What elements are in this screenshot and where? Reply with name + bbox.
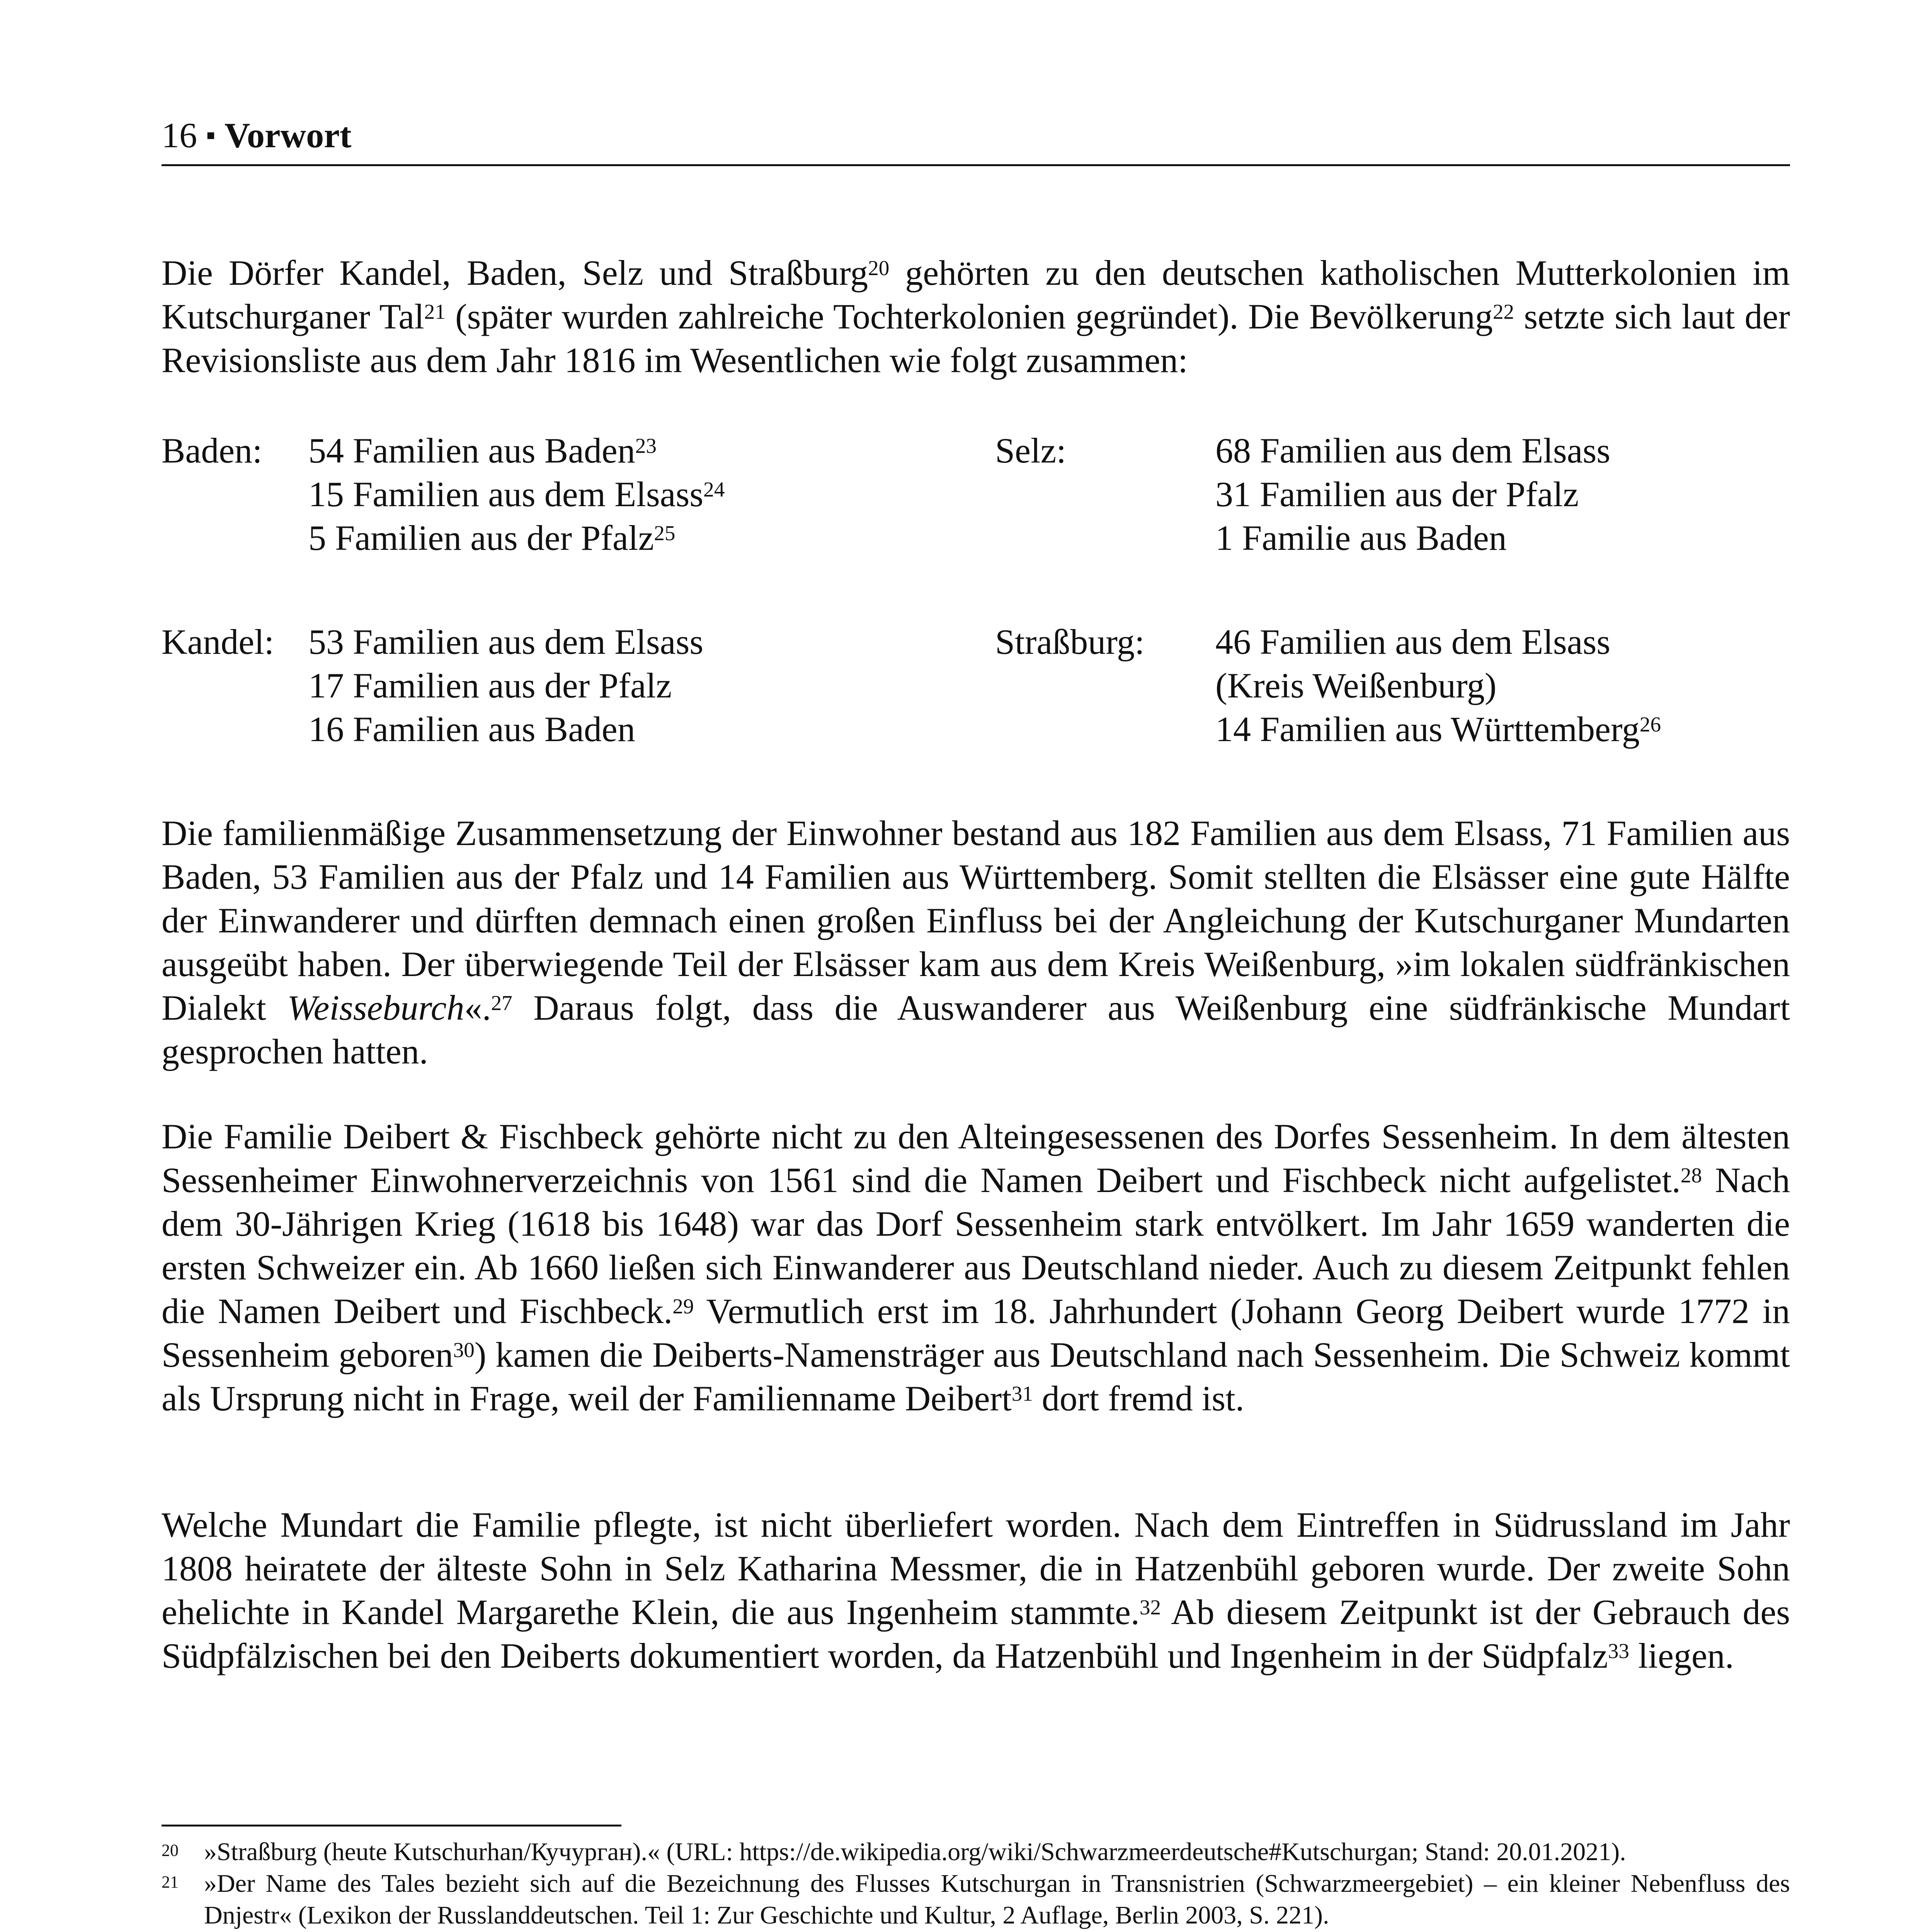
family-entry: 53 Familien aus dem Elsass (308, 622, 704, 662)
dialect-term: Weisseburch (287, 988, 465, 1027)
family-entry: 1 Familie aus Baden (1215, 518, 1507, 558)
family-entry: 17 Familien aus der Pfalz (308, 666, 672, 705)
text-run: setzte sich laut der Revisionsliste aus dem Jahr 1816 im Wesentlichen wie folgt zusammen: (162, 297, 1790, 380)
text-run: dort fremd ist. (1033, 1379, 1244, 1418)
family-entry: 31 Familien aus der Pfalz (1215, 474, 1579, 514)
text-run: (später wurden zahlreiche Tochterkolonien gegründet). Die Bevölkerung (445, 297, 1493, 336)
footnote-item (162, 1868, 1790, 1931)
family-entry: 54 Familien aus Baden$^{23}$ (308, 431, 657, 470)
page-header (162, 112, 1790, 166)
footnote-ref[interactable]: 28 (1680, 1163, 1702, 1187)
footnote-ref[interactable]: 24 (703, 478, 725, 502)
text-run: Nach dem 30-Jährigen Krieg (1618 bis 1648) war das Dorf Sessenheim stark entvölkert. Im Jahr 1659 wanderten die ersten Schweizer ein. Ab 1660 ließen sich Einwanderer aus Deutschland nieder. Auch zu diesem Zeitpunkt fehlen die Namen Deibert und Fischbeck. (162, 1160, 1790, 1331)
text-run: «. (464, 988, 491, 1027)
footnote-ref[interactable]: 26 (1639, 713, 1661, 736)
footnote-number (162, 1930, 179, 1932)
paragraph-dialect (162, 1503, 1790, 1678)
footnote-number: 20 (162, 1841, 179, 1860)
footnote-ref[interactable]: 21 (424, 300, 446, 324)
family-entry: 16 Familien aus Baden (308, 709, 635, 749)
footnote-ref[interactable]: 20 (868, 256, 890, 280)
paragraph-intro (162, 251, 1790, 382)
footnote-ref[interactable]: 30 (453, 1338, 475, 1362)
header-title: Vorwort (224, 116, 352, 155)
footnote-ref[interactable]: 32 (1139, 1595, 1161, 1619)
place-label: Selz: (995, 431, 1066, 470)
text-run: Welche Mundart die Familie pflegte, ist nicht überliefert worden. Nach dem Eintreffen in Südrussland im Jahr 1808 heiratete der älteste Sohn in Selz Katharina Messmer, die in Hatzenbühl geboren wurde. Der zweite Sohn ehelichte in Kandel Margarethe Klein, die aus Ingenheim stammte. (162, 1505, 1790, 1632)
footnote-text: »Der Name des Tales bezieht sich auf die Bezeichnung des Flusses Kutschurgan in Transnistrien (Schwarzmeergebiet) – ein kleiner Nebenfluss des Dnjestr« (Lexikon der Russlanddeutschen. Teil 1: Zur Geschichte und Kultur, 2 Auflage, Berlin 2003, S. 221). (204, 1869, 1790, 1929)
place-label: Baden: (162, 431, 262, 470)
page-number: 16 (162, 116, 197, 155)
place-label: Kandel: (162, 622, 274, 662)
footnote-divider (162, 1825, 621, 1827)
family-entry: 68 Familien aus dem Elsass (1215, 431, 1611, 470)
footnote-ref[interactable]: 27 (491, 991, 512, 1015)
text-run: ) kamen die Deiberts-Namensträger aus Deutschland nach Sessenheim. Die Schweiz kommt als Ursprung nicht in Frage, weil der Familienname Deibert (162, 1335, 1790, 1418)
text-run: gehörten zu den deutschen katholischen Mutterkolonien im Kutschurganer Tal (162, 253, 1790, 336)
text-run: Die Dörfer Kandel, Baden, Selz und Straßburg (162, 253, 868, 293)
family-entry: 5 Familien aus der Pfalz$^{25}$ (308, 518, 676, 558)
footnote-list (162, 1836, 1790, 1932)
paragraph-composition (162, 811, 1790, 1073)
place-label: Straßburg: (995, 622, 1145, 662)
text-run: Vermutlich erst im 18. Jahrhundert (Johann Georg Deibert wurde 1772 in Sessenheim geboren (162, 1291, 1790, 1374)
text-run: Ab diesem Zeitpunkt ist der Gebrauch des Südpfälzischen bei den Deiberts dokumentiert worden, da Hatzenbühl und Ingenheim in der Südpfalz (162, 1592, 1790, 1675)
footnote-ref[interactable]: 22 (1492, 300, 1514, 324)
footnote-ref[interactable]: 33 (1608, 1639, 1629, 1663)
family-entry: (Kreis Weißenburg) (1215, 666, 1497, 705)
family-entry: 15 Familien aus dem Elsass$^{24}$ (308, 474, 725, 514)
text-run: Die Familie Deibert & Fischbeck gehörte nicht zu den Alteingesessenen des Dorfes Sessenheim. In dem ältesten Sessenheimer Einwohnerverzeichnis von 1561 sind die Namen Deibert und Fischbeck nicht aufgelistet. (162, 1117, 1790, 1200)
footnote-ref[interactable]: 25 (654, 521, 676, 545)
footnote-number: 21 (162, 1872, 179, 1891)
footnote-ref[interactable]: 29 (672, 1294, 694, 1318)
footnote-text: »Straßburg (heute Kutschurhan/Кучурган).« (URL: https://de.wikipedia.org/wiki/Schwarzmeerdeutsche#Kutschurgan; Stand: 20.01.2021). (204, 1838, 1626, 1866)
text-run: Die familienmäßige Zusammensetzung der Einwohner bestand aus 182 Familien aus dem Elsass, 71 Familien aus Baden, 53 Familien aus der Pfalz und 14 Familien aus Württemberg. Somit stellten die Elsässer eine gute Hälfte der Einwanderer und dürften demnach einen großen Einfluss bei der Angleichung der Kutschurganer Mundarten ausgeübt haben. Der überwiegende Teil der Elsässer kam aus dem Kreis Weißenburg, »im lokalen südfränkischen Dialekt (162, 813, 1790, 1027)
family-entry: 14 Familien aus Württemberg$^{26}$ (1215, 709, 1661, 749)
family-entry: 46 Familien aus dem Elsass (1215, 622, 1611, 662)
text-run: liegen. (1629, 1636, 1734, 1675)
footnote-ref[interactable]: 31 (1011, 1382, 1033, 1406)
header-separator: ▪ (206, 121, 216, 150)
footnote-item (162, 1836, 1790, 1868)
footnote-ref[interactable]: 23 (635, 434, 657, 458)
text-run: Daraus folgt, dass die Auswanderer aus Weißenburg eine südfränkische Mundart gesprochen hatten. (162, 988, 1790, 1071)
paragraph-family-history (162, 1115, 1790, 1420)
